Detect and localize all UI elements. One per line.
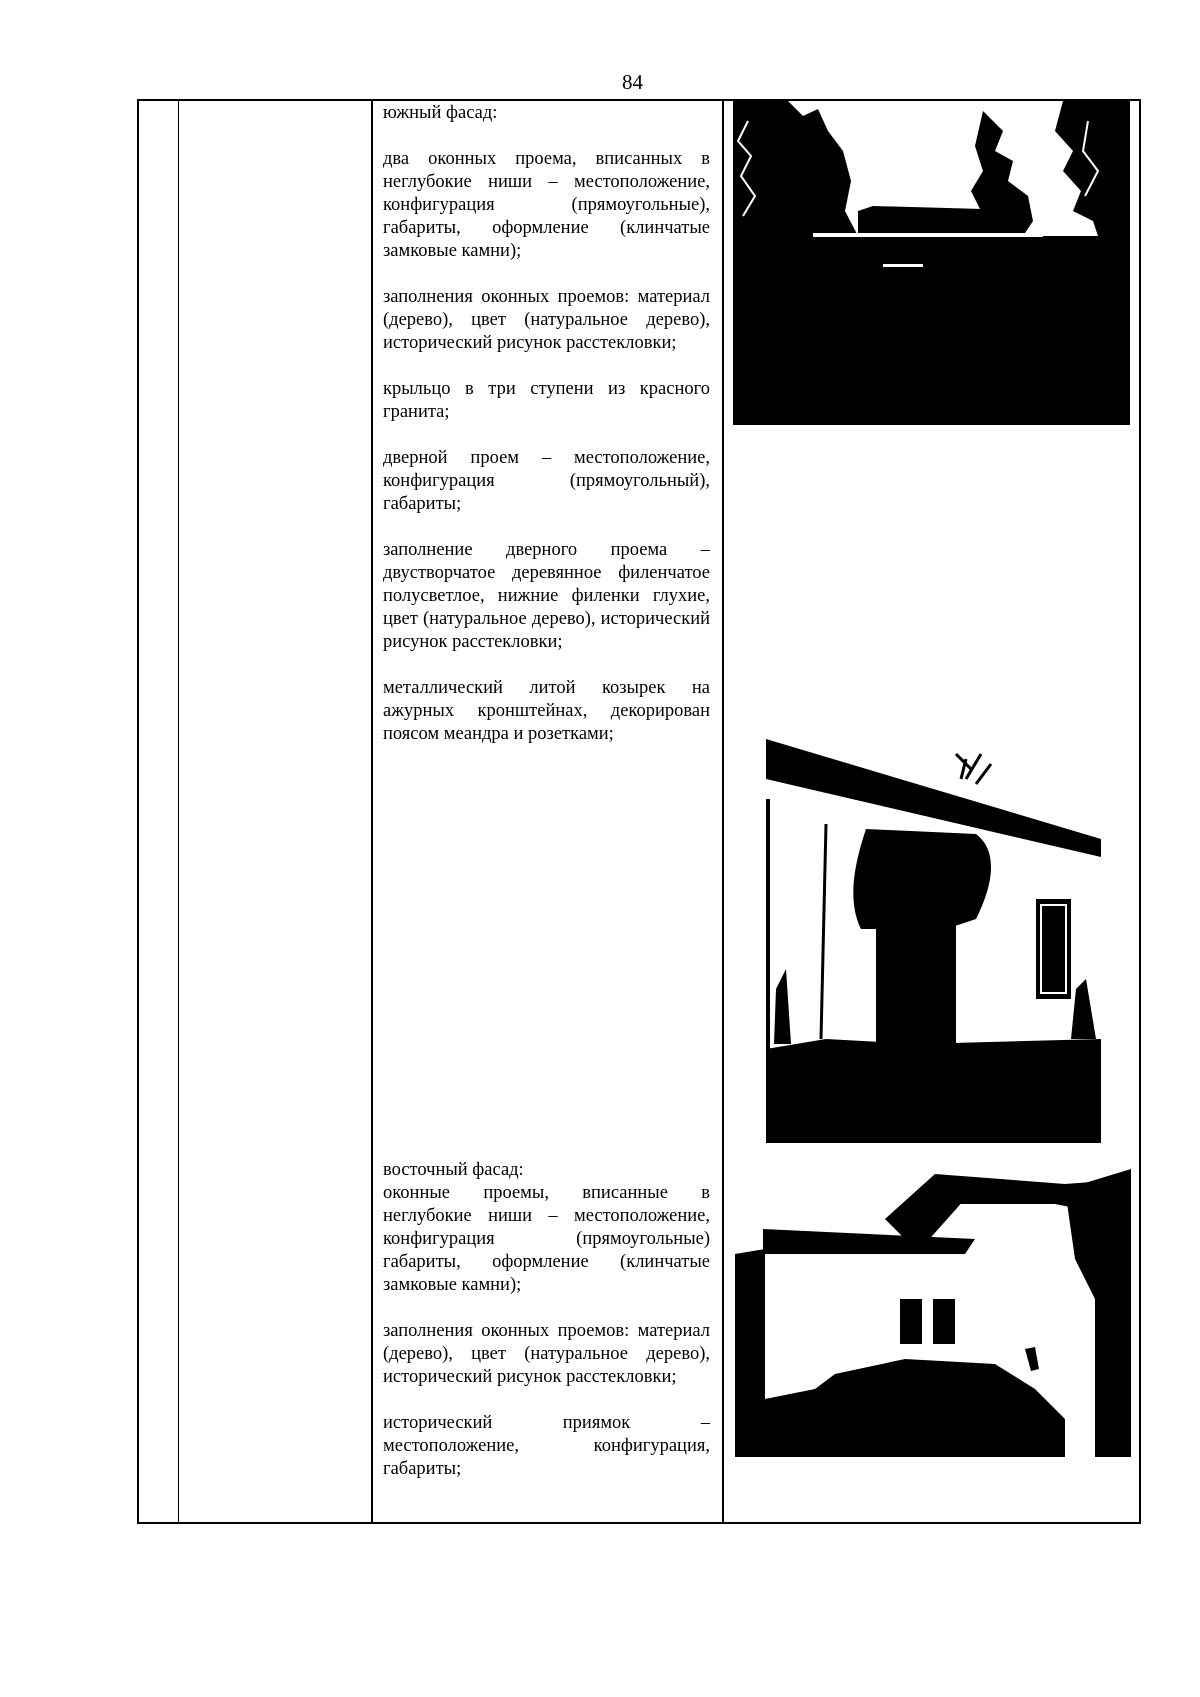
page-number: 84: [622, 70, 643, 94]
description-item: заполнения оконных проемов: материал (дерево), цвет (натуральное дерево), исторический рисунок расстекловки;: [383, 1321, 710, 1387]
south-facade-heading: южный фасад:: [383, 103, 498, 123]
description-item: дверной проем – местоположение, конфигурация (прямоугольный), габариты;: [383, 448, 710, 514]
description-item: крыльцо в три ступени из красного гранита;: [383, 379, 710, 422]
east-facade-photo: [735, 1159, 1131, 1457]
column-divider: [178, 99, 179, 1524]
column-divider: [722, 99, 724, 1524]
description-item: металлический литой козырек на ажурных кронштейнах, декорирован поясом меандра и розетками;: [383, 678, 710, 744]
south-facade-description: [383, 102, 710, 769]
description-item: заполнения оконных проемов: материал (дерево), цвет (натуральное дерево), исторический рисунок расстекловки;: [383, 287, 710, 353]
description-item: два оконных проема, вписанных в неглубокие ниши – местоположение, конфигурация (прямоугольные), габариты, оформление (клинчатые замковые камни);: [383, 149, 710, 261]
description-item: исторический приямок – местоположение, конфигурация, габариты;: [383, 1413, 710, 1479]
east-facade-heading: восточный фасад:: [383, 1160, 524, 1180]
description-item: заполнение дверного проема – двустворчатое деревянное филенчатое полусветлое, нижние филенки глухие, цвет (натуральное дерево), исторический рисунок расстекловки;: [383, 540, 710, 652]
description-item: оконные проемы, вписанные в неглубокие ниши – местоположение, конфигурация (прямоугольные) габариты, оформление (клинчатые замковые камни);: [383, 1183, 710, 1295]
east-facade-description: [383, 1159, 710, 1504]
canopy-photo: [766, 739, 1101, 1143]
south-facade-photo: [733, 101, 1130, 425]
column-divider: [371, 99, 373, 1524]
